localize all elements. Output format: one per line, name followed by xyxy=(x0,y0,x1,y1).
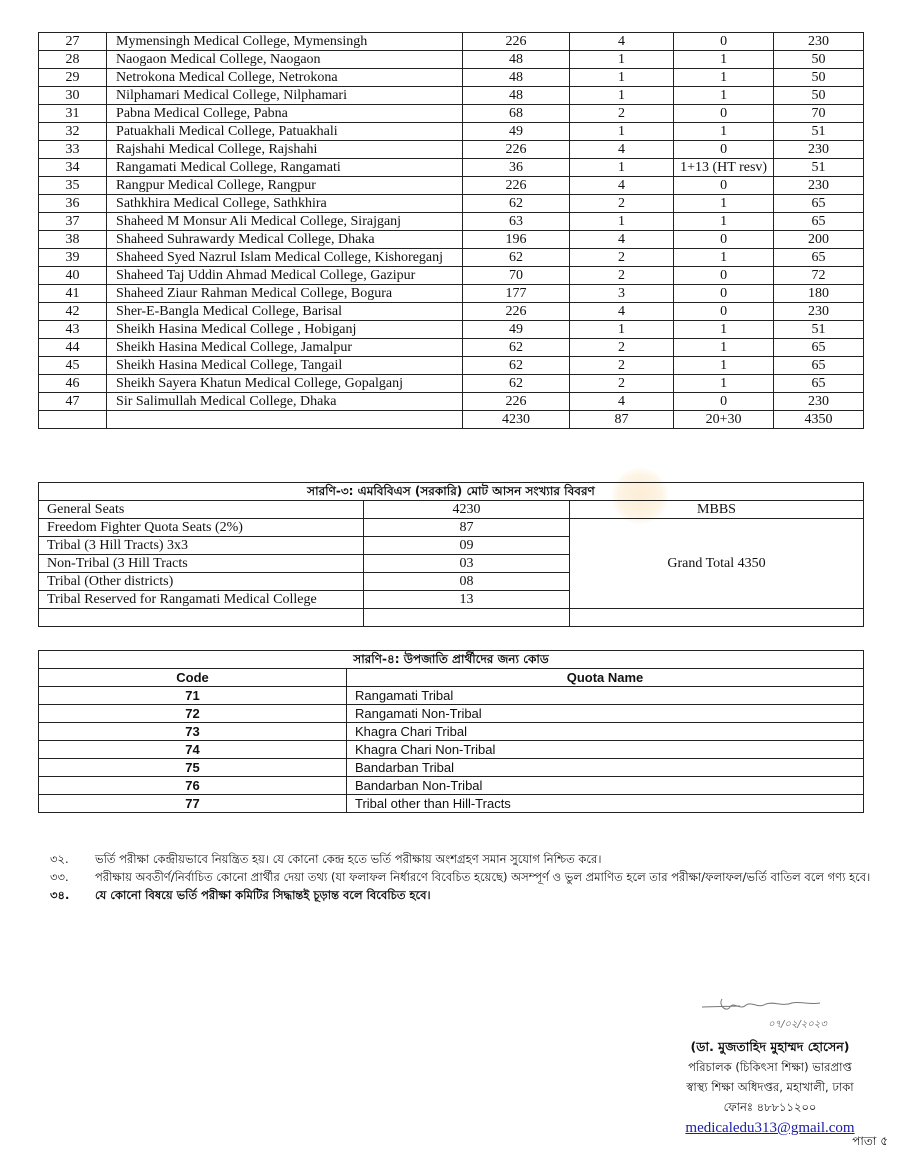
tribal-seats: 1 xyxy=(674,321,774,339)
general-seats: 226 xyxy=(463,303,570,321)
grand-total: Grand Total 4350 xyxy=(570,519,864,609)
table-row xyxy=(39,357,864,375)
tribal-seats: 1 xyxy=(674,51,774,69)
general-seats: 36 xyxy=(463,159,570,177)
total-serial-number xyxy=(39,411,107,429)
general-seats: 62 xyxy=(463,195,570,213)
college-name: Rangpur Medical College, Rangpur xyxy=(107,177,463,195)
table-row xyxy=(39,705,864,723)
college-name: Sathkhira Medical College, Sathkhira xyxy=(107,195,463,213)
table-row xyxy=(39,105,864,123)
college-name: Patuakhali Medical College, Patuakhali xyxy=(107,123,463,141)
quota-name: Khagra Chari Tribal xyxy=(347,723,864,741)
table-row xyxy=(39,51,864,69)
serial-number: 46 xyxy=(39,375,107,393)
column-header-quota-name: Quota Name xyxy=(347,669,864,687)
serial-number: 47 xyxy=(39,393,107,411)
note-number: ৩২. xyxy=(50,852,69,866)
table-row xyxy=(39,339,864,357)
college-name: Sheikh Hasina Medical College, Jamalpur xyxy=(107,339,463,357)
college-name: Nilphamari Medical College, Nilphamari xyxy=(107,87,463,105)
serial-number: 44 xyxy=(39,339,107,357)
code-table-title: সারণি-৪: উপজাতি প্রার্থীদের জন্য কোড xyxy=(39,651,864,669)
quota-name: Rangamati Tribal xyxy=(347,687,864,705)
table-row xyxy=(39,519,864,537)
freedom-fighter-seats: 1 xyxy=(569,123,673,141)
table-row xyxy=(39,501,864,519)
table-row xyxy=(39,759,864,777)
row-label: Tribal Reserved for Rangamati Medical College xyxy=(39,591,364,609)
college-name: Sher-E-Bangla Medical College, Barisal xyxy=(107,303,463,321)
tribal-seats: 0 xyxy=(674,105,774,123)
freedom-fighter-seats: 4 xyxy=(569,303,673,321)
serial-number: 45 xyxy=(39,357,107,375)
total-seats: 65 xyxy=(774,195,864,213)
general-seats: 48 xyxy=(463,51,570,69)
serial-number: 28 xyxy=(39,51,107,69)
quota-code: 74 xyxy=(39,741,347,759)
table-row xyxy=(39,303,864,321)
freedom-fighter-seats: 1 xyxy=(569,51,673,69)
tribal-code-table xyxy=(38,650,864,813)
general-seats: 48 xyxy=(463,87,570,105)
college-name: Rangamati Medical College, Rangamati xyxy=(107,159,463,177)
serial-number: 30 xyxy=(39,87,107,105)
table-header-row xyxy=(39,669,864,687)
signatory-phone: ফোনঃ ৪৮৮১১২০০ xyxy=(723,1100,817,1114)
college-name: Netrokona Medical College, Netrokona xyxy=(107,69,463,87)
freedom-fighter-seats: 4 xyxy=(569,231,673,249)
table-row xyxy=(39,393,864,411)
total-college-name xyxy=(107,411,463,429)
quota-code: 73 xyxy=(39,723,347,741)
tribal-seats: 1 xyxy=(674,123,774,141)
tribal-seats: 0 xyxy=(674,267,774,285)
note-text: পরীক্ষায় অবতীর্ণ/নির্বাচিত কোনো প্রার্থীর দেয়া তথ্য (যা ফলাফল নির্ধারণে বিবেচিত হয়েছে) অসম্পূর্ণ ও ভুল প্রমাণিত হলে তার পরীক্ষা/ফলাফল/ভর্তি বাতিল বলে গণ্য হবে। xyxy=(95,870,871,884)
tribal-seats: 0 xyxy=(674,33,774,51)
general-seats: 70 xyxy=(463,267,570,285)
row-label: Freedom Fighter Quota Seats (2%) xyxy=(39,519,364,537)
row-label: General Seats xyxy=(39,501,364,519)
freedom-fighter-seats: 4 xyxy=(569,141,673,159)
tribal-seats: 0 xyxy=(674,231,774,249)
freedom-fighter-seats: 1 xyxy=(569,159,673,177)
quota-name: Bandarban Non-Tribal xyxy=(347,777,864,795)
general-seats: 62 xyxy=(463,339,570,357)
empty-row xyxy=(39,609,864,627)
table-row xyxy=(39,321,864,339)
serial-number: 27 xyxy=(39,33,107,51)
table-row xyxy=(39,741,864,759)
total-seats: 51 xyxy=(774,321,864,339)
note-number: ৩৪. xyxy=(50,888,70,902)
freedom-fighter-seats: 2 xyxy=(569,105,673,123)
college-name: Sheikh Sayera Khatun Medical College, Gopalganj xyxy=(107,375,463,393)
row-value: 09 xyxy=(364,537,570,555)
general-seats: 49 xyxy=(463,123,570,141)
table-title-row xyxy=(39,651,864,669)
table-row xyxy=(39,249,864,267)
table-row xyxy=(39,141,864,159)
general-seats: 177 xyxy=(463,285,570,303)
college-name: Mymensingh Medical College, Mymensingh xyxy=(107,33,463,51)
freedom-fighter-seats: 4 xyxy=(569,177,673,195)
quota-code: 77 xyxy=(39,795,347,813)
tribal-seats: 1 xyxy=(674,87,774,105)
total-seats: 50 xyxy=(774,51,864,69)
row-value: 87 xyxy=(364,519,570,537)
serial-number: 39 xyxy=(39,249,107,267)
total-seats: 65 xyxy=(774,339,864,357)
freedom-fighter-seats: 2 xyxy=(569,267,673,285)
total-seats: 65 xyxy=(774,375,864,393)
serial-number: 36 xyxy=(39,195,107,213)
serial-number: 34 xyxy=(39,159,107,177)
summary-table-title: সারণি-৩: এমবিবিএস (সরকারি) মোট আসন সংখ্যার বিবরণ xyxy=(39,483,864,501)
general-seats: 63 xyxy=(463,213,570,231)
handwritten-signature xyxy=(650,995,890,1035)
total-seats: 230 xyxy=(774,393,864,411)
college-name: Sheikh Hasina Medical College, Tangail xyxy=(107,357,463,375)
tribal-seats: 0 xyxy=(674,141,774,159)
row-label: Tribal (3 Hill Tracts) 3x3 xyxy=(39,537,364,555)
serial-number: 33 xyxy=(39,141,107,159)
tribal-seats: 1 xyxy=(674,69,774,87)
college-name: Pabna Medical College, Pabna xyxy=(107,105,463,123)
table-row xyxy=(39,87,864,105)
college-name: Rajshahi Medical College, Rajshahi xyxy=(107,141,463,159)
total-seats: 65 xyxy=(774,249,864,267)
serial-number: 43 xyxy=(39,321,107,339)
serial-number: 35 xyxy=(39,177,107,195)
general-seats: 226 xyxy=(463,33,570,51)
freedom-fighter-seats: 4 xyxy=(569,393,673,411)
total-seats: 230 xyxy=(774,177,864,195)
table-row xyxy=(39,687,864,705)
total-freedom-fighter-seats: 87 xyxy=(569,411,673,429)
college-name: Shaheed Suhrawardy Medical College, Dhaka xyxy=(107,231,463,249)
freedom-fighter-seats: 2 xyxy=(569,195,673,213)
table-row xyxy=(39,723,864,741)
row-label: Non-Tribal (3 Hill Tracts xyxy=(39,555,364,573)
general-seats: 68 xyxy=(463,105,570,123)
tribal-seats: 0 xyxy=(674,393,774,411)
row-value: 03 xyxy=(364,555,570,573)
quota-code: 75 xyxy=(39,759,347,777)
tribal-seats: 0 xyxy=(674,285,774,303)
total-total-seats: 4350 xyxy=(774,411,864,429)
total-seats: 200 xyxy=(774,231,864,249)
table-row xyxy=(39,177,864,195)
total-seats: 70 xyxy=(774,105,864,123)
table-row xyxy=(39,123,864,141)
quota-name: Tribal other than Hill-Tracts xyxy=(347,795,864,813)
table-row xyxy=(39,795,864,813)
general-seats: 62 xyxy=(463,375,570,393)
signatory-office: স্বাস্থ্য শিক্ষা অধিদপ্তর, মহাখালী, ঢাকা xyxy=(686,1080,854,1094)
total-seats: 65 xyxy=(774,213,864,231)
tribal-seats: 0 xyxy=(674,177,774,195)
tribal-seats: 1 xyxy=(674,339,774,357)
total-seats: 50 xyxy=(774,69,864,87)
totals-row xyxy=(39,411,864,429)
table-row xyxy=(39,69,864,87)
table-row xyxy=(39,195,864,213)
seat-distribution-table xyxy=(38,32,864,429)
freedom-fighter-seats: 1 xyxy=(569,87,673,105)
college-name: Shaheed Taj Uddin Ahmad Medical College, Gazipur xyxy=(107,267,463,285)
table-row xyxy=(39,267,864,285)
quota-code: 72 xyxy=(39,705,347,723)
freedom-fighter-seats: 2 xyxy=(569,249,673,267)
general-seats: 48 xyxy=(463,69,570,87)
row-value: 4230 xyxy=(364,501,570,519)
serial-number: 42 xyxy=(39,303,107,321)
general-seats: 196 xyxy=(463,231,570,249)
freedom-fighter-seats: 4 xyxy=(569,33,673,51)
tribal-seats: 1 xyxy=(674,357,774,375)
total-seats: 230 xyxy=(774,33,864,51)
tribal-seats: 1 xyxy=(674,375,774,393)
freedom-fighter-seats: 1 xyxy=(569,213,673,231)
general-seats: 226 xyxy=(463,393,570,411)
table-row xyxy=(39,159,864,177)
note-item xyxy=(50,850,880,868)
empty-cell xyxy=(570,609,864,627)
general-seats: 49 xyxy=(463,321,570,339)
note-text: ভর্তি পরীক্ষা কেন্দ্রীয়ভাবে নিয়ন্ত্রিত হয়। যে কোনো কেন্দ্র হতে ভর্তি পরীক্ষায় অংশগ্রহণ সমান সুযোগ নিশ্চিত করে। xyxy=(95,852,602,866)
college-name: Naogaon Medical College, Naogaon xyxy=(107,51,463,69)
general-seats: 62 xyxy=(463,249,570,267)
serial-number: 40 xyxy=(39,267,107,285)
note-item xyxy=(50,886,880,904)
serial-number: 31 xyxy=(39,105,107,123)
tribal-seats: 0 xyxy=(674,303,774,321)
empty-cell xyxy=(364,609,570,627)
quota-name: Rangamati Non-Tribal xyxy=(347,705,864,723)
freedom-fighter-seats: 1 xyxy=(569,321,673,339)
row-value: 13 xyxy=(364,591,570,609)
total-general-seats: 4230 xyxy=(463,411,570,429)
general-seats: 226 xyxy=(463,177,570,195)
note-number: ৩৩. xyxy=(50,870,69,884)
quota-name: Khagra Chari Non-Tribal xyxy=(347,741,864,759)
total-tribal-seats: 20+30 xyxy=(674,411,774,429)
general-seats: 62 xyxy=(463,357,570,375)
serial-number: 37 xyxy=(39,213,107,231)
column-header-code: Code xyxy=(39,669,347,687)
freedom-fighter-seats: 2 xyxy=(569,375,673,393)
total-seats: 230 xyxy=(774,303,864,321)
total-seats: 65 xyxy=(774,357,864,375)
signatory-name: (ডা. মুজতাহিদ মুহাম্মদ হোসেন) xyxy=(690,1039,850,1054)
table-row xyxy=(39,375,864,393)
mbbs-header: MBBS xyxy=(570,501,864,519)
row-label: Tribal (Other districts) xyxy=(39,573,364,591)
general-seats: 226 xyxy=(463,141,570,159)
quota-code: 76 xyxy=(39,777,347,795)
table-row xyxy=(39,231,864,249)
tribal-seats: 1 xyxy=(674,249,774,267)
tribal-seats: 1+13 (HT resv) xyxy=(674,159,774,177)
quota-name: Bandarban Tribal xyxy=(347,759,864,777)
college-name: Shaheed M Monsur Ali Medical College, Sirajganj xyxy=(107,213,463,231)
page-number: পাতা ৫ xyxy=(852,1134,888,1148)
tribal-seats: 1 xyxy=(674,195,774,213)
college-name: Shaheed Ziaur Rahman Medical College, Bogura xyxy=(107,285,463,303)
college-name: Sheikh Hasina Medical College , Hobiganj xyxy=(107,321,463,339)
table-row xyxy=(39,285,864,303)
table-row xyxy=(39,777,864,795)
signature-block xyxy=(650,995,890,1138)
college-name: Sir Salimullah Medical College, Dhaka xyxy=(107,393,463,411)
signatory-designation: পরিচালক (চিকিৎসা শিক্ষা) ভারপ্রাপ্ত xyxy=(688,1060,852,1074)
signature-date: ০৭/০২/২০২৩ xyxy=(768,1019,827,1030)
row-value: 08 xyxy=(364,573,570,591)
serial-number: 38 xyxy=(39,231,107,249)
email-link[interactable]: medicaledu313@gmail.com xyxy=(685,1120,855,1136)
total-seats: 50 xyxy=(774,87,864,105)
total-seats: 230 xyxy=(774,141,864,159)
quota-code: 71 xyxy=(39,687,347,705)
total-seats: 51 xyxy=(774,123,864,141)
serial-number: 41 xyxy=(39,285,107,303)
table-title-row xyxy=(39,483,864,501)
notes-list xyxy=(50,850,880,904)
total-seats: 180 xyxy=(774,285,864,303)
note-item xyxy=(50,868,880,886)
empty-cell xyxy=(39,609,364,627)
freedom-fighter-seats: 3 xyxy=(569,285,673,303)
tribal-seats: 1 xyxy=(674,213,774,231)
serial-number: 29 xyxy=(39,69,107,87)
table-row xyxy=(39,213,864,231)
freedom-fighter-seats: 2 xyxy=(569,339,673,357)
table-row xyxy=(39,33,864,51)
college-name: Shaheed Syed Nazrul Islam Medical College, Kishoreganj xyxy=(107,249,463,267)
serial-number: 32 xyxy=(39,123,107,141)
total-seats-summary-table xyxy=(38,482,864,627)
freedom-fighter-seats: 1 xyxy=(569,69,673,87)
total-seats: 51 xyxy=(774,159,864,177)
note-text: যে কোনো বিষয়ে ভর্তি পরীক্ষা কমিটির সিদ্ধান্তই চূড়ান্ত বলে বিবেচিত হবে। xyxy=(95,888,431,902)
freedom-fighter-seats: 2 xyxy=(569,357,673,375)
total-seats: 72 xyxy=(774,267,864,285)
